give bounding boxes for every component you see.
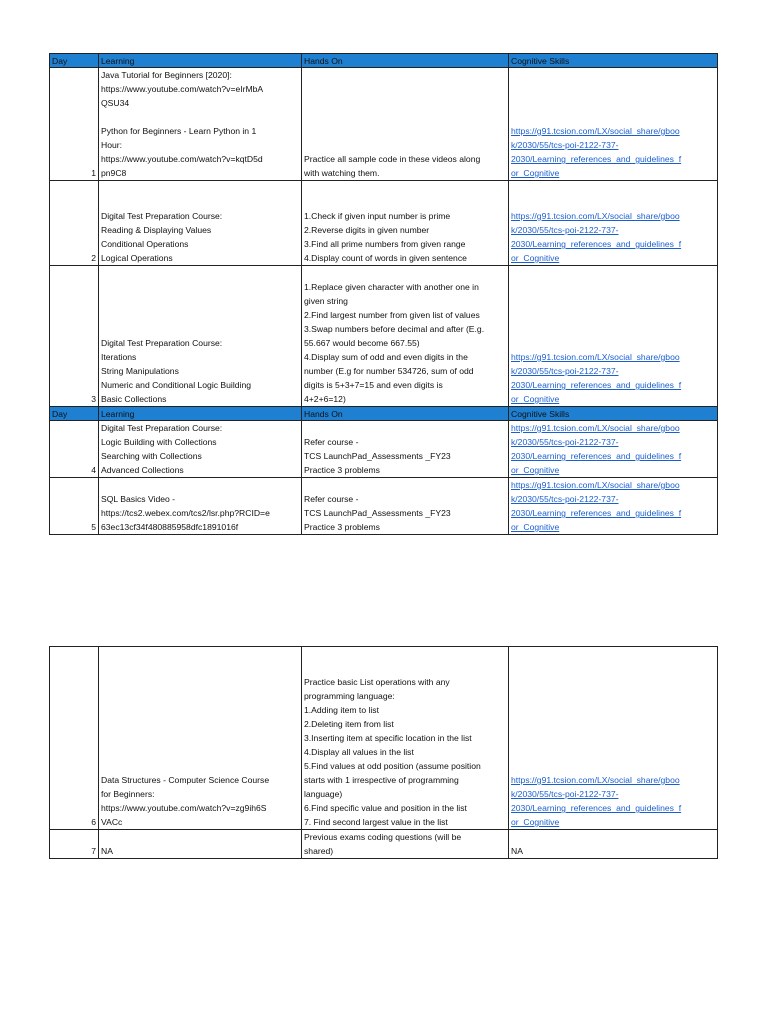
header-cognitive-skills: Cognitive Skills — [509, 54, 718, 68]
header-row — [50, 407, 718, 421]
day-cell: 1 — [50, 68, 99, 181]
learning-cell: Data Structures - Computer Science Course for Beginners: https://www.youtube.com/watch?v=zg9ih6S VACc — [99, 647, 302, 830]
header-hands-on: Hands On — [302, 54, 509, 68]
learning-cell: Digital Test Preparation Course: Reading & Displaying Values Conditional Operations Logical Operations — [99, 181, 302, 266]
table-row — [50, 181, 718, 266]
table-row — [50, 68, 718, 181]
header-hands-on: Hands On — [302, 407, 509, 421]
cognitive-link[interactable]: https://g91.tcsion.com/LX/social_share/gboo k/2030/55/tcs-poi-2122-737- 2030/Learning_references_and_guidelines_f or_Cognitive — [511, 126, 682, 178]
day-cell: 6 — [50, 647, 99, 830]
day-cell: 5 — [50, 478, 99, 535]
day-cell: 2 — [50, 181, 99, 266]
cognitive-link[interactable]: https://g91.tcsion.com/LX/social_share/gboo k/2030/55/tcs-poi-2122-737- 2030/Learning_references_and_guidelines_f or_Cognitive — [511, 211, 682, 263]
day-cell: 7 — [50, 830, 99, 859]
hands-on-cell: 1.Check if given input number is prime 2.Reverse digits in given number 3.Find all prime numbers from given range 4.Display count of words in given sentence — [302, 181, 509, 266]
cognitive-link[interactable]: https://g91.tcsion.com/LX/social_share/gboo k/2030/55/tcs-poi-2122-737- 2030/Learning_references_and_guidelines_f or_Cognitive — [511, 775, 682, 827]
hands-on-cell: Refer course - TCS LaunchPad_Assessments _FY23 Practice 3 problems — [302, 478, 509, 535]
cognitive-link[interactable]: https://g91.tcsion.com/LX/social_share/gboo k/2030/55/tcs-poi-2122-737- 2030/Learning_references_and_guidelines_f or_Cognitive — [511, 480, 682, 532]
header-day: Day — [50, 54, 99, 68]
header-cognitive-skills: Cognitive Skills — [509, 407, 718, 421]
cognitive-link[interactable]: https://g91.tcsion.com/LX/social_share/gboo k/2030/55/tcs-poi-2122-737- 2030/Learning_references_and_guidelines_f or_Cognitive — [511, 423, 682, 475]
learning-cell: Digital Test Preparation Course: Iterations String Manipulations Numeric and Conditional Logic Building Basic Collections — [99, 266, 302, 407]
learning-cell: NA — [99, 830, 302, 859]
schedule-table-1 — [49, 53, 718, 535]
table-row — [50, 266, 718, 407]
cognitive-cell — [509, 266, 718, 407]
cognitive-cell — [509, 421, 718, 478]
cognitive-cell — [509, 181, 718, 266]
hands-on-cell: 1.Replace given character with another one in given string 2.Find largest number from given list of values 3.Swap numbers before decimal and after (E.g. 55.667 would become 667.55) 4.Display sum of odd and even digits in the number (E.g for number 534726, sum of odd digits is 5+3+7=15 and even digits is 4+2+6=12) — [302, 266, 509, 407]
learning-cell: Java Tutorial for Beginners [2020]: https://www.youtube.com/watch?v=eIrMbA QSU34 Python for Beginners - Learn Python in 1 Hour: https://www.youtube.com/watch?v=kqtD5d pn9C8 — [99, 68, 302, 181]
hands-on-cell: Practice basic List operations with any programming language: 1.Adding item to list 2.Deleting item from list 3.Inserting item at specific location in the list 4.Display all values in the list 5.Find values at odd position (assume position starts with 1 irrespective of programming language) 6.Find specific value and position in the list 7. Find second largest value in the list — [302, 647, 509, 830]
header-learning: Learning — [99, 54, 302, 68]
table-row — [50, 478, 718, 535]
table-row — [50, 830, 718, 859]
hands-on-cell: Previous exams coding questions (will be shared) — [302, 830, 509, 859]
cognitive-cell — [509, 68, 718, 181]
schedule-table-2 — [49, 646, 718, 859]
cognitive-cell: NA — [509, 830, 718, 859]
hands-on-cell: Refer course - TCS LaunchPad_Assessments _FY23 Practice 3 problems — [302, 421, 509, 478]
day-cell: 3 — [50, 266, 99, 407]
table-row — [50, 647, 718, 830]
learning-cell: Digital Test Preparation Course: Logic Building with Collections Searching with Collections Advanced Collections — [99, 421, 302, 478]
learning-cell: SQL Basics Video - https://tcs2.webex.com/tcs2/lsr.php?RCID=e 63ec13cf34f480885958dfc1891016f — [99, 478, 302, 535]
table-row — [50, 421, 718, 478]
cognitive-link[interactable]: https://g91.tcsion.com/LX/social_share/gboo k/2030/55/tcs-poi-2122-737- 2030/Learning_references_and_guidelines_f or_Cognitive — [511, 352, 682, 404]
cognitive-cell — [509, 647, 718, 830]
header-day: Day — [50, 407, 99, 421]
cognitive-cell — [509, 478, 718, 535]
hands-on-cell: Practice all sample code in these videos along with watching them. — [302, 68, 509, 181]
header-learning: Learning — [99, 407, 302, 421]
day-cell: 4 — [50, 421, 99, 478]
header-row — [50, 54, 718, 68]
